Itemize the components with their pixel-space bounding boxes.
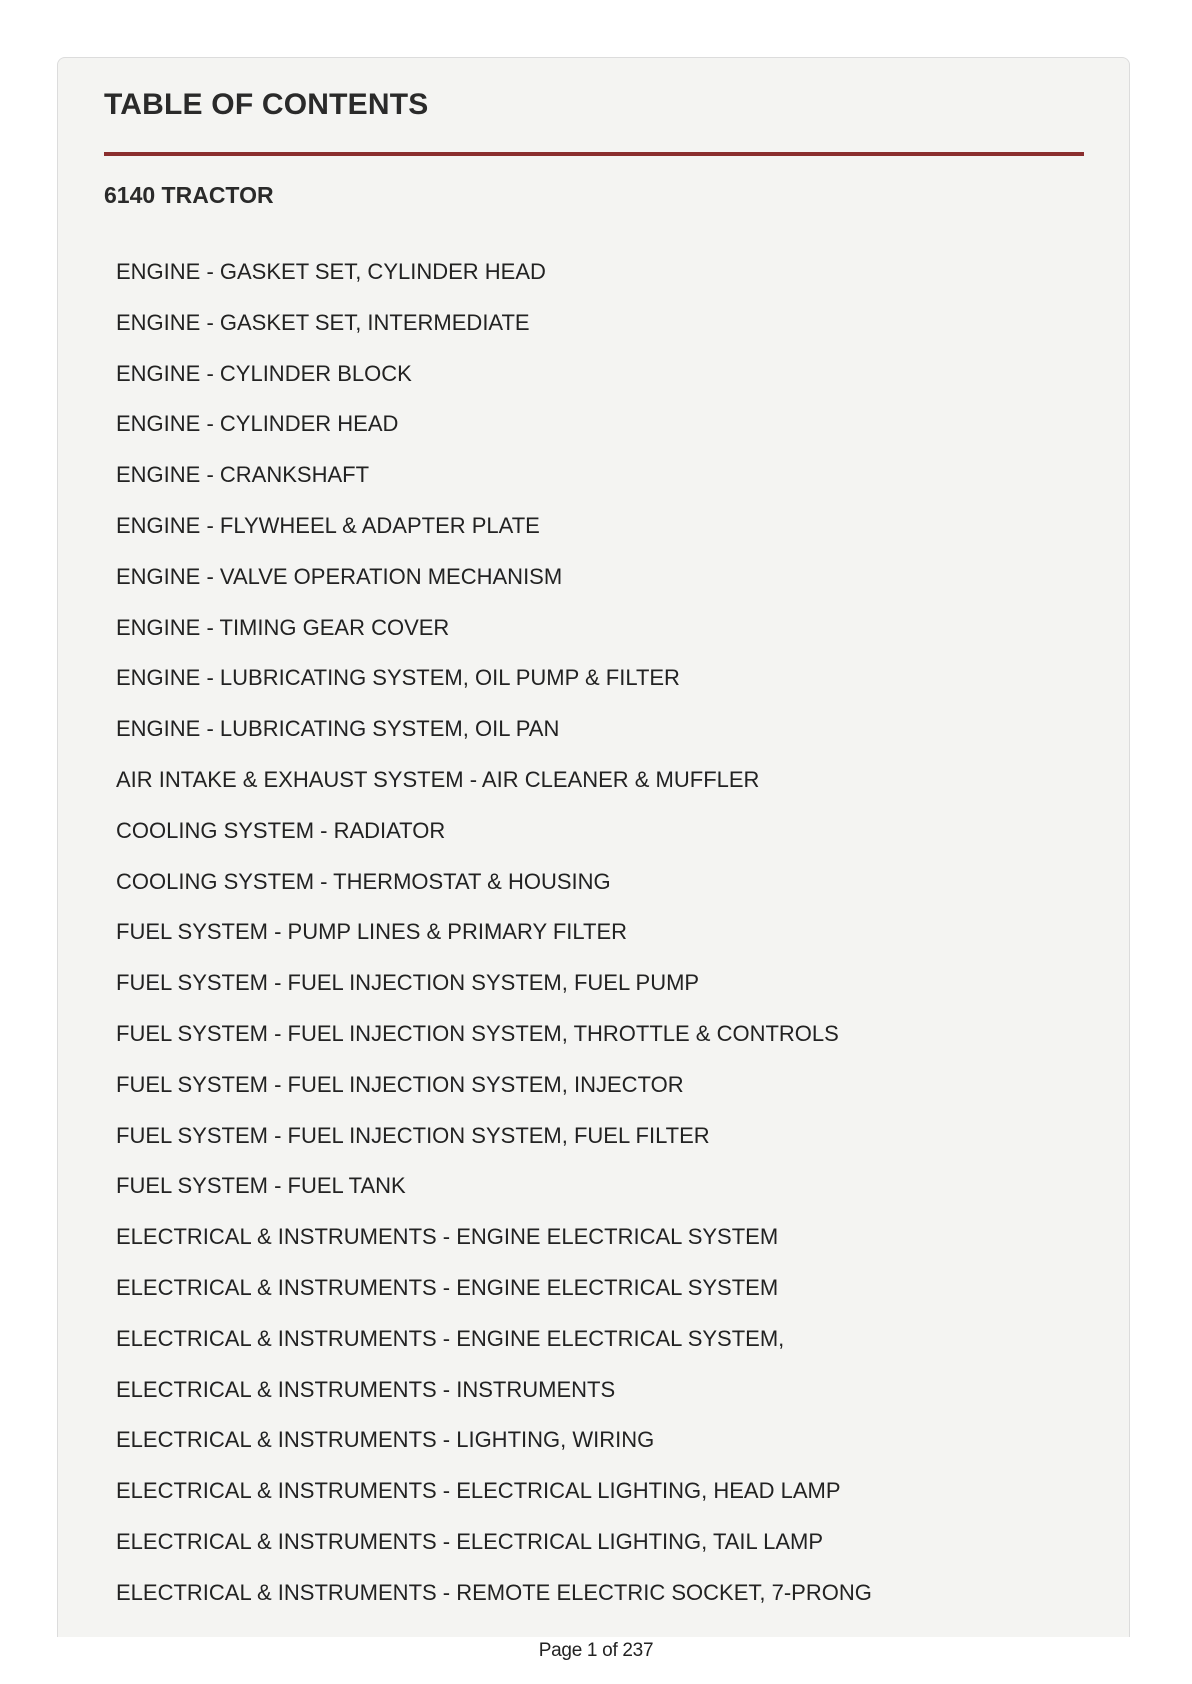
toc-entry[interactable]: ELECTRICAL & INSTRUMENTS - ENGINE ELECTRICAL SYSTEM <box>116 1274 779 1300</box>
toc-entry[interactable]: FUEL SYSTEM - PUMP LINES & PRIMARY FILTER <box>116 919 628 945</box>
toc-entry[interactable]: ENGINE - GASKET SET, CYLINDER HEAD <box>116 259 546 284</box>
toc-entry[interactable]: ENGINE - CRANKSHAFT <box>116 462 370 488</box>
toc-entry[interactable]: ENGINE - FLYWHEEL & ADAPTER PLATE <box>116 512 540 538</box>
toc-entry[interactable]: ELECTRICAL & INSTRUMENTS - ELECTRICAL LIGHTING, HEAD LAMP <box>116 1478 841 1504</box>
toc-entry[interactable]: FUEL SYSTEM - FUEL INJECTION SYSTEM, FUEL FILTER <box>116 1122 710 1148</box>
toc-entry[interactable]: ELECTRICAL & INSTRUMENTS - INSTRUMENTS <box>116 1376 616 1402</box>
toc-entry[interactable]: COOLING SYSTEM - RADIATOR <box>116 817 446 843</box>
toc-entry[interactable]: ELECTRICAL & INSTRUMENTS - LIGHTING, WIRING <box>116 1427 655 1453</box>
toc-entry[interactable]: ELECTRICAL & INSTRUMENTS - ELECTRICAL LIGHTING, TAIL LAMP <box>116 1528 823 1554</box>
toc-entry[interactable]: FUEL SYSTEM - FUEL INJECTION SYSTEM, THROTTLE & CONTROLS <box>116 1020 839 1046</box>
toc-entry[interactable]: ELECTRICAL & INSTRUMENTS - REMOTE ELECTRIC SOCKET, 7-PRONG <box>116 1579 872 1605</box>
toc-entry[interactable]: ENGINE - LUBRICATING SYSTEM, OIL PUMP & FILTER <box>116 665 680 691</box>
toc-entry[interactable]: COOLING SYSTEM - THERMOSTAT & HOUSING <box>116 868 611 894</box>
toc-entry[interactable]: ELECTRICAL & INSTRUMENTS - ENGINE ELECTRICAL SYSTEM, <box>116 1325 785 1351</box>
toc-entry[interactable]: ENGINE - VALVE OPERATION MECHANISM <box>116 563 563 589</box>
toc-entry[interactable]: FUEL SYSTEM - FUEL INJECTION SYSTEM, INJECTOR <box>116 1071 684 1097</box>
toc-entry[interactable]: ELECTRICAL & INSTRUMENTS - ENGINE ELECTRICAL SYSTEM <box>116 1224 779 1250</box>
toc-entry[interactable]: ENGINE - CYLINDER BLOCK <box>116 360 412 386</box>
page-title: TABLE OF CONTENTS <box>104 88 429 121</box>
toc-entry[interactable]: ENGINE - TIMING GEAR COVER <box>116 614 450 640</box>
toc-entry[interactable]: ENGINE - LUBRICATING SYSTEM, OIL PAN <box>116 716 560 742</box>
toc-entry[interactable]: FUEL SYSTEM - FUEL INJECTION SYSTEM, FUEL PUMP <box>116 970 700 996</box>
toc-entry[interactable]: AIR INTAKE & EXHAUST SYSTEM - AIR CLEANER & MUFFLER <box>116 766 760 792</box>
section-title: 6140 TRACTOR <box>104 182 274 208</box>
toc-list <box>116 247 872 1619</box>
toc-entry[interactable]: ENGINE - GASKET SET, INTERMEDIATE <box>116 309 530 335</box>
title-divider <box>104 152 1084 156</box>
page-number: Page 1 of 237 <box>538 1640 654 1661</box>
toc-card <box>57 57 1130 1637</box>
toc-entry[interactable]: ENGINE - CYLINDER HEAD <box>116 411 399 437</box>
toc-entry[interactable]: FUEL SYSTEM - FUEL TANK <box>116 1173 406 1199</box>
